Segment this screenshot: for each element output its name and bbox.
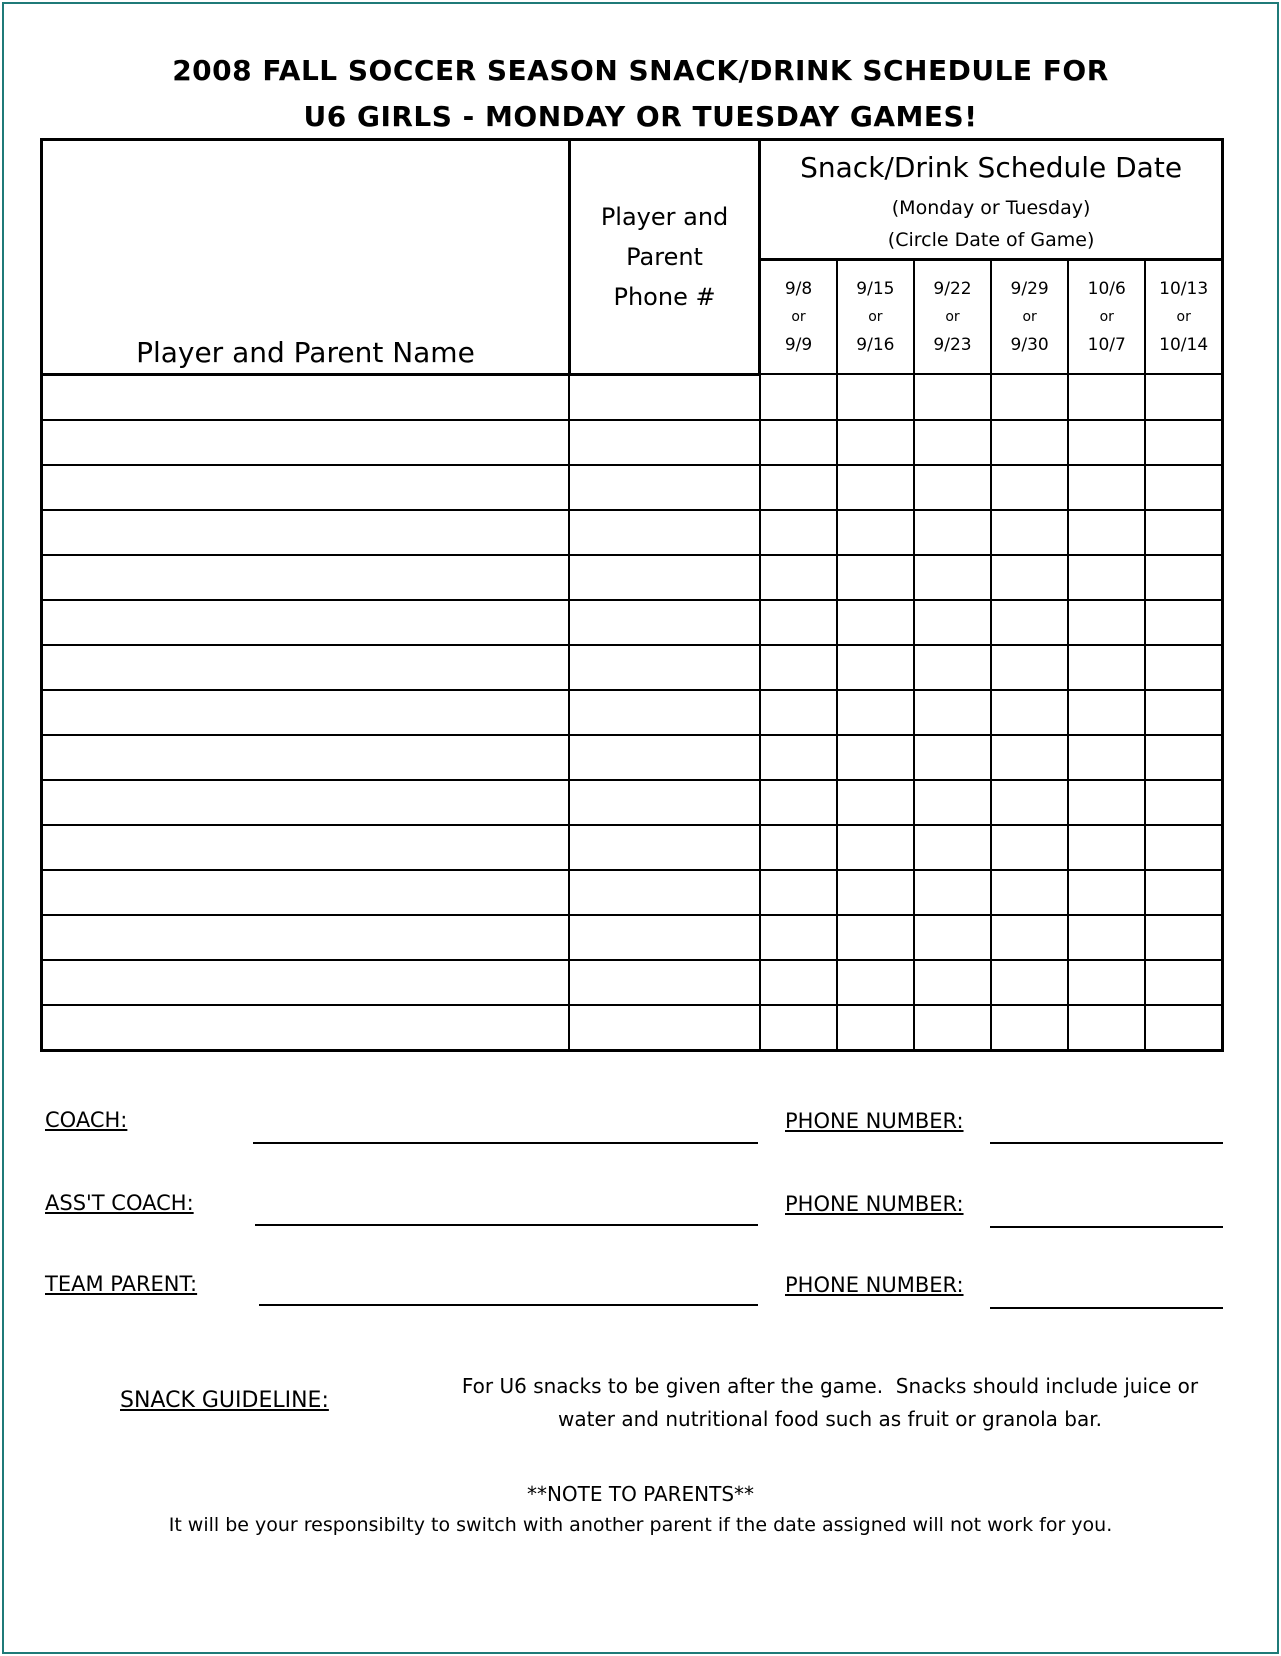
table-row [42,420,1223,465]
date-cell[interactable] [991,465,1068,510]
phone-cell[interactable] [569,555,759,600]
date-first: 10/6 [1087,279,1126,299]
name-cell[interactable] [42,465,570,510]
date-cell[interactable] [1145,465,1222,510]
schedule-table [40,138,1224,1052]
date-cell[interactable] [760,374,837,420]
date-or: or [1099,309,1114,325]
date-first: 9/15 [856,279,895,299]
date-second: 10/14 [1159,335,1209,355]
date-cell[interactable] [760,555,837,600]
name-cell[interactable] [42,915,570,960]
phone-cell[interactable] [569,645,759,690]
date-cell[interactable] [760,960,837,1005]
date-header [914,260,991,375]
date-cell[interactable] [914,690,991,735]
date-cell[interactable] [991,735,1068,780]
date-cell[interactable] [760,420,837,465]
date-or: or [1022,309,1037,325]
date-cell[interactable] [760,510,837,555]
coach-label: COACH: [45,1108,128,1132]
table-row [42,735,1223,780]
name-cell[interactable] [42,645,570,690]
table-row [42,1005,1223,1051]
date-second: 9/9 [784,335,813,355]
date-cell[interactable] [914,960,991,1005]
date-cell[interactable] [1068,465,1145,510]
table-row [42,645,1223,690]
phone-cell[interactable] [569,600,759,645]
name-cell[interactable] [42,374,570,420]
schedule-date-header [760,140,1223,260]
asst-coach-phone-line[interactable] [990,1226,1223,1228]
phone-cell[interactable] [569,735,759,780]
table-row [42,555,1223,600]
title-line-2: U6 GIRLS - MONDAY OR TUESDAY GAMES! [303,100,978,133]
table-body [42,374,1223,1050]
asst-coach-phone-label: PHONE NUMBER: [785,1192,964,1216]
date-cell[interactable] [1145,870,1222,915]
date-cell[interactable] [760,465,837,510]
name-cell[interactable] [42,960,570,1005]
date-cell[interactable] [1068,510,1145,555]
table-row [42,915,1223,960]
date-cell[interactable] [1145,555,1222,600]
table-row [42,960,1223,1005]
date-cell[interactable] [991,960,1068,1005]
date-cell[interactable] [1145,420,1222,465]
date-or: or [945,309,960,325]
date-second: 9/23 [933,335,972,355]
date-cell[interactable] [1145,690,1222,735]
date-cell[interactable] [837,374,914,420]
date-cell[interactable] [1068,1005,1145,1051]
name-cell[interactable] [42,420,570,465]
date-cell[interactable] [1145,1005,1222,1051]
phone-cell[interactable] [569,780,759,825]
date-cell[interactable] [1068,420,1145,465]
date-cell[interactable] [837,1005,914,1051]
phone-cell[interactable] [569,374,759,420]
date-cell[interactable] [837,600,914,645]
date-cell[interactable] [991,915,1068,960]
date-cell[interactable] [760,870,837,915]
date-cell[interactable] [914,555,991,600]
date-cell[interactable] [914,420,991,465]
date-cell[interactable] [1068,825,1145,870]
table-row [42,825,1223,870]
date-cell[interactable] [1145,825,1222,870]
date-cell[interactable] [1068,374,1145,420]
date-second: 9/30 [1010,335,1049,355]
table-row [42,870,1223,915]
date-cell[interactable] [760,1005,837,1051]
date-header [1145,260,1222,375]
date-cell[interactable] [914,870,991,915]
date-cell[interactable] [991,600,1068,645]
date-cell[interactable] [1145,374,1222,420]
snack-guideline-line-1: For U6 snacks to be given after the game. Snacks should include juice or [461,1374,1199,1398]
date-cell[interactable] [837,825,914,870]
name-cell[interactable] [42,735,570,780]
date-cell[interactable] [991,825,1068,870]
team-parent-phone-label: PHONE NUMBER: [785,1273,964,1297]
phone-header [569,140,759,375]
date-first: 9/22 [933,279,972,299]
phone-cell[interactable] [569,420,759,465]
date-first: 9/29 [1010,279,1049,299]
asst-coach-label: ASS'T COACH: [45,1191,194,1215]
team-parent-label: TEAM PARENT: [45,1272,198,1296]
name-cell[interactable] [42,690,570,735]
table-row [42,600,1223,645]
date-cell[interactable] [760,915,837,960]
date-cell[interactable] [1145,915,1222,960]
date-cell[interactable] [1068,600,1145,645]
date-cell[interactable] [991,780,1068,825]
phone-cell[interactable] [569,960,759,1005]
coach-name-line[interactable] [253,1142,758,1144]
table-row [42,465,1223,510]
date-cell[interactable] [991,510,1068,555]
date-header [1068,260,1145,375]
note-text: It will be your responsibilty to switch with another parent if the date assigned will not work for you. [168,1514,1113,1536]
team-parent-name-line[interactable] [259,1304,758,1306]
schedule-date-title: Snack/Drink Schedule Date [800,151,1183,184]
name-cell[interactable] [42,870,570,915]
date-cell[interactable] [914,915,991,960]
date-cell[interactable] [914,465,991,510]
date-cell[interactable] [1068,735,1145,780]
date-cell[interactable] [837,870,914,915]
phone-header-line: Player and [600,202,729,231]
date-cell[interactable] [837,555,914,600]
asst-coach-name-line[interactable] [255,1224,758,1226]
date-cell[interactable] [837,735,914,780]
team-parent-phone-line[interactable] [990,1307,1223,1309]
date-cell[interactable] [837,915,914,960]
name-cell[interactable] [42,555,570,600]
note-title: **NOTE TO PARENTS** [526,1482,755,1506]
phone-cell[interactable] [569,915,759,960]
table-row [42,374,1223,420]
date-second: 10/7 [1087,335,1126,355]
date-cell[interactable] [1068,780,1145,825]
date-or: or [868,309,883,325]
date-cell[interactable] [760,645,837,690]
date-cell[interactable] [1145,510,1222,555]
schedule-date-subtitle-2: (Circle Date of Game) [887,229,1095,251]
phone-header-line: Phone # [613,282,716,311]
date-second: 9/16 [856,335,895,355]
date-cell[interactable] [914,645,991,690]
date-cell[interactable] [837,420,914,465]
date-cell[interactable] [914,600,991,645]
date-cell[interactable] [1068,690,1145,735]
coach-phone-label: PHONE NUMBER: [785,1109,964,1133]
date-cell[interactable] [914,510,991,555]
date-cell[interactable] [914,1005,991,1051]
date-cell[interactable] [760,735,837,780]
date-cell[interactable] [1068,870,1145,915]
title-line-1: 2008 FALL SOCCER SEASON SNACK/DRINK SCHEDULE FOR [172,54,1109,87]
date-cell[interactable] [837,690,914,735]
date-cell[interactable] [1145,735,1222,780]
date-cell[interactable] [914,735,991,780]
phone-cell[interactable] [569,1005,759,1051]
date-first: 10/13 [1159,279,1209,299]
date-cell[interactable] [837,645,914,690]
date-cell[interactable] [837,465,914,510]
date-cell[interactable] [1068,645,1145,690]
date-cell[interactable] [1068,960,1145,1005]
player-parent-name-header: Player and Parent Name [42,140,570,375]
name-cell[interactable] [42,510,570,555]
table-row [42,780,1223,825]
phone-cell[interactable] [569,690,759,735]
date-header [991,260,1068,375]
phone-cell[interactable] [569,870,759,915]
date-cell[interactable] [991,690,1068,735]
phone-cell[interactable] [569,510,759,555]
date-cell[interactable] [991,374,1068,420]
name-cell[interactable] [42,1005,570,1051]
snack-guideline-text [430,1370,1230,1436]
name-cell[interactable] [42,600,570,645]
date-cell[interactable] [991,870,1068,915]
date-cell[interactable] [760,780,837,825]
table-row [42,510,1223,555]
date-cell[interactable] [837,780,914,825]
date-cell[interactable] [1145,960,1222,1005]
date-cell[interactable] [991,1005,1068,1051]
date-cell[interactable] [991,555,1068,600]
name-cell[interactable] [42,780,570,825]
date-cell[interactable] [991,420,1068,465]
table-row [42,690,1223,735]
phone-header-line: Parent [626,242,703,271]
date-cell[interactable] [914,780,991,825]
date-cell[interactable] [991,645,1068,690]
date-header [760,260,837,375]
date-cell[interactable] [837,960,914,1005]
schedule-date-subtitle-1: (Monday or Tuesday) [891,197,1091,219]
coach-phone-line[interactable] [990,1142,1223,1144]
date-cell[interactable] [1068,915,1145,960]
date-cell[interactable] [1145,780,1222,825]
date-header [837,260,914,375]
date-first: 9/8 [784,279,813,299]
date-cell[interactable] [837,510,914,555]
date-or: or [1176,309,1191,325]
date-cell[interactable] [1145,645,1222,690]
date-cell[interactable] [914,374,991,420]
snack-guideline-label: SNACK GUIDELINE: [120,1388,329,1413]
phone-cell[interactable] [569,825,759,870]
date-cell[interactable] [760,690,837,735]
date-cell[interactable] [760,600,837,645]
date-cell[interactable] [1068,555,1145,600]
date-or: or [791,309,806,325]
name-cell[interactable] [42,825,570,870]
date-cell[interactable] [760,825,837,870]
date-cell[interactable] [1145,600,1222,645]
phone-cell[interactable] [569,465,759,510]
snack-guideline-line-2: water and nutritional food such as fruit or granola bar. [558,1407,1102,1431]
date-cell[interactable] [914,825,991,870]
